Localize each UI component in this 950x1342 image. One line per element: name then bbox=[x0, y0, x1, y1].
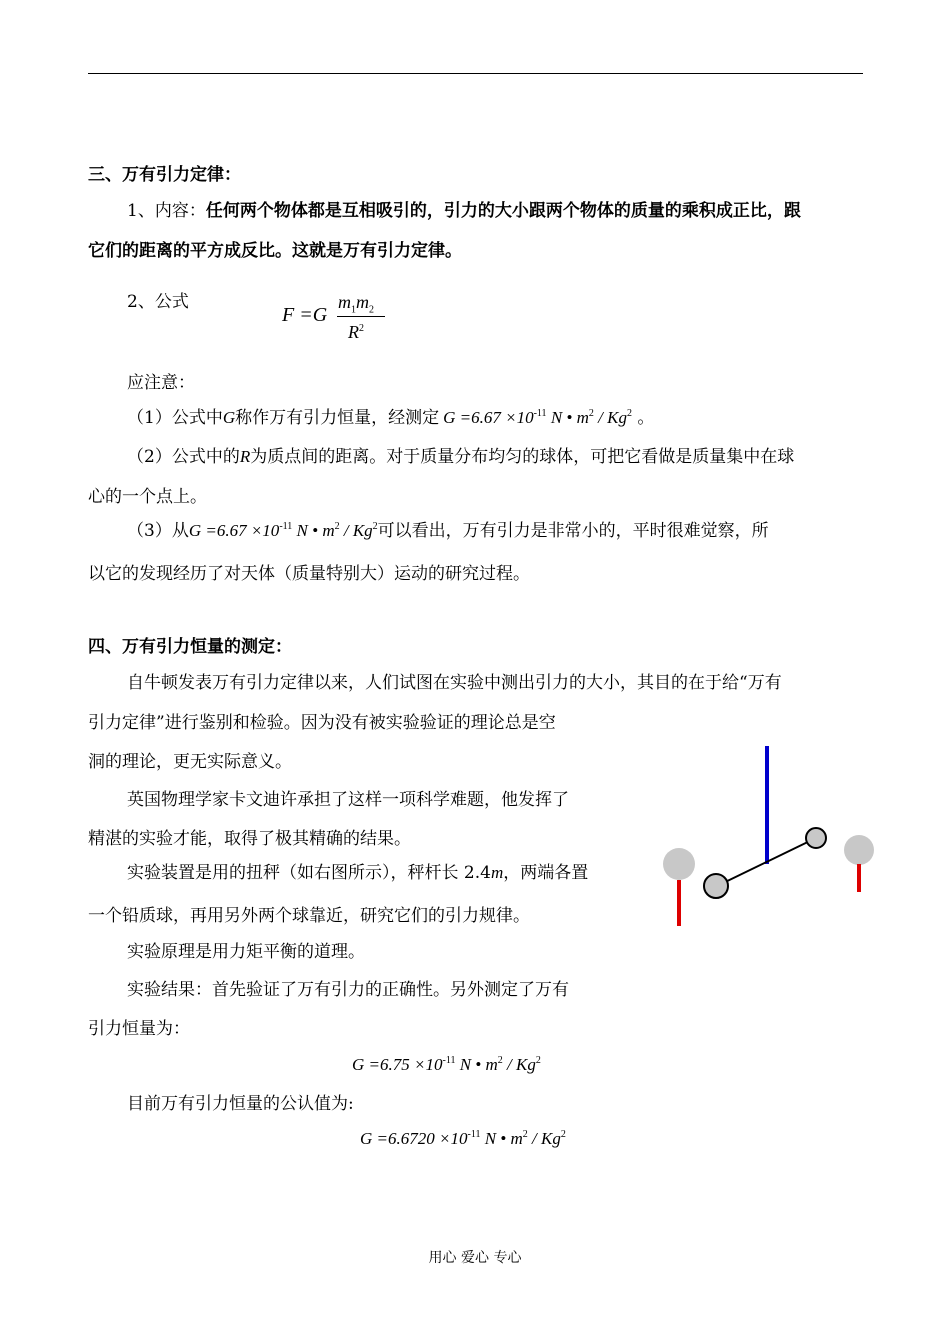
measured-constant: $G =6.75 \times 10^{-11}$ N • $m^2 / Kg^2$ bbox=[352, 1055, 541, 1074]
item1-bold-text: 任何两个物体都是互相吸引的，引力的大小跟两个物体的质量的乘积成正比，跟 bbox=[205, 201, 801, 221]
item1-prefix: 1、内容： bbox=[127, 201, 206, 221]
p1-line2: 引力定律”进行鉴别和检验。因为没有被实验验证的理论总是空 bbox=[88, 713, 556, 733]
accepted-label: 目前万有引力恒量的公认值为: bbox=[127, 1094, 354, 1114]
section3-heading: 三、万有引力定律： bbox=[88, 165, 241, 185]
small-ball-right bbox=[806, 828, 826, 848]
note3-line1: （3）从$G =6.67 \times 10^{-11}$ N • $m^2 / Kg^2$可以看出，万有引力是非常小的，平时很难觉察，所 bbox=[127, 521, 769, 541]
section4-heading: 四、万有引力恒量的测定： bbox=[88, 637, 292, 657]
symbol-G: G bbox=[222, 408, 236, 427]
item2-label: 2、公式 bbox=[127, 292, 189, 312]
large-ball-right bbox=[844, 835, 874, 865]
p3-line1: 实验装置是用的扭秤（如右图所示），秤杆长 2.4m，两端各置 bbox=[127, 863, 589, 883]
constant-667-repeat: $G =6.67 \times 10^{-11}$ N • $m^2 / Kg^2$ bbox=[188, 521, 378, 540]
p1-line1: 自牛顿发表万有引力定律以来，人们试图在实验中测出引力的大小，其目的在于给“万有 bbox=[127, 673, 782, 693]
torsion-balance-figure bbox=[655, 740, 885, 940]
p5-line1: 实验结果：首先验证了万有引力的正确性。另外测定了万有 bbox=[127, 980, 569, 1000]
note2-line1: （2）公式中的R为质点间的距离。对于质量分布均匀的球体，可把它看做是质量集中在球 bbox=[127, 447, 795, 467]
p2-line1: 英国物理学家卡文迪许承担了这样一项科学难题，他发挥了 bbox=[127, 790, 569, 810]
notice-label: 应注意： bbox=[127, 373, 195, 393]
header-rule bbox=[88, 73, 863, 74]
large-ball-left bbox=[663, 848, 695, 880]
p2-line2: 精湛的实验才能，取得了极其精确的结果。 bbox=[88, 829, 411, 849]
p4: 实验原理是用力矩平衡的道理。 bbox=[127, 942, 365, 962]
item1-line2: 它们的距离的平方成反比。这就是万有引力定律。 bbox=[88, 241, 462, 261]
constant-667: $G =6.67 \times 10^{-11}$ N • $m^2 / Kg^2$ bbox=[443, 408, 632, 427]
p3-line2: 一个铅质球，再用另外两个球靠近，研究它们的引力规律。 bbox=[88, 906, 530, 926]
item1-line1 bbox=[127, 200, 801, 222]
note1: （1）公式中G称作万有引力恒量，经测定 $G =6.67 \times 10^{-11}$ N • $m^2 / Kg^2$ 。 bbox=[127, 408, 655, 428]
small-ball-left bbox=[704, 874, 728, 898]
formula-numerator: $m_1m_2$ bbox=[338, 292, 374, 316]
note2-line2: 心的一个点上。 bbox=[88, 487, 207, 507]
gravitation-formula bbox=[282, 292, 402, 348]
page-footer: 用心 爱心 专心 bbox=[428, 1250, 522, 1266]
symbol-R: R bbox=[239, 447, 251, 466]
unit-m: m bbox=[490, 863, 504, 882]
accepted-constant: $G =6.6720 \times 10^{-11}$ N • $m^2 / Kg^2$ bbox=[360, 1129, 566, 1148]
note3-line2: 以它的发现经历了对天体（质量特别大）运动的研究过程。 bbox=[88, 564, 530, 584]
formula-denominator: $R^2$ bbox=[348, 322, 364, 342]
fraction-bar bbox=[337, 316, 385, 317]
p5-line2: 引力恒量为： bbox=[88, 1019, 190, 1039]
formula-lhs: F =G bbox=[282, 304, 328, 326]
p1-line3: 洞的理论，更无实际意义。 bbox=[88, 752, 292, 772]
